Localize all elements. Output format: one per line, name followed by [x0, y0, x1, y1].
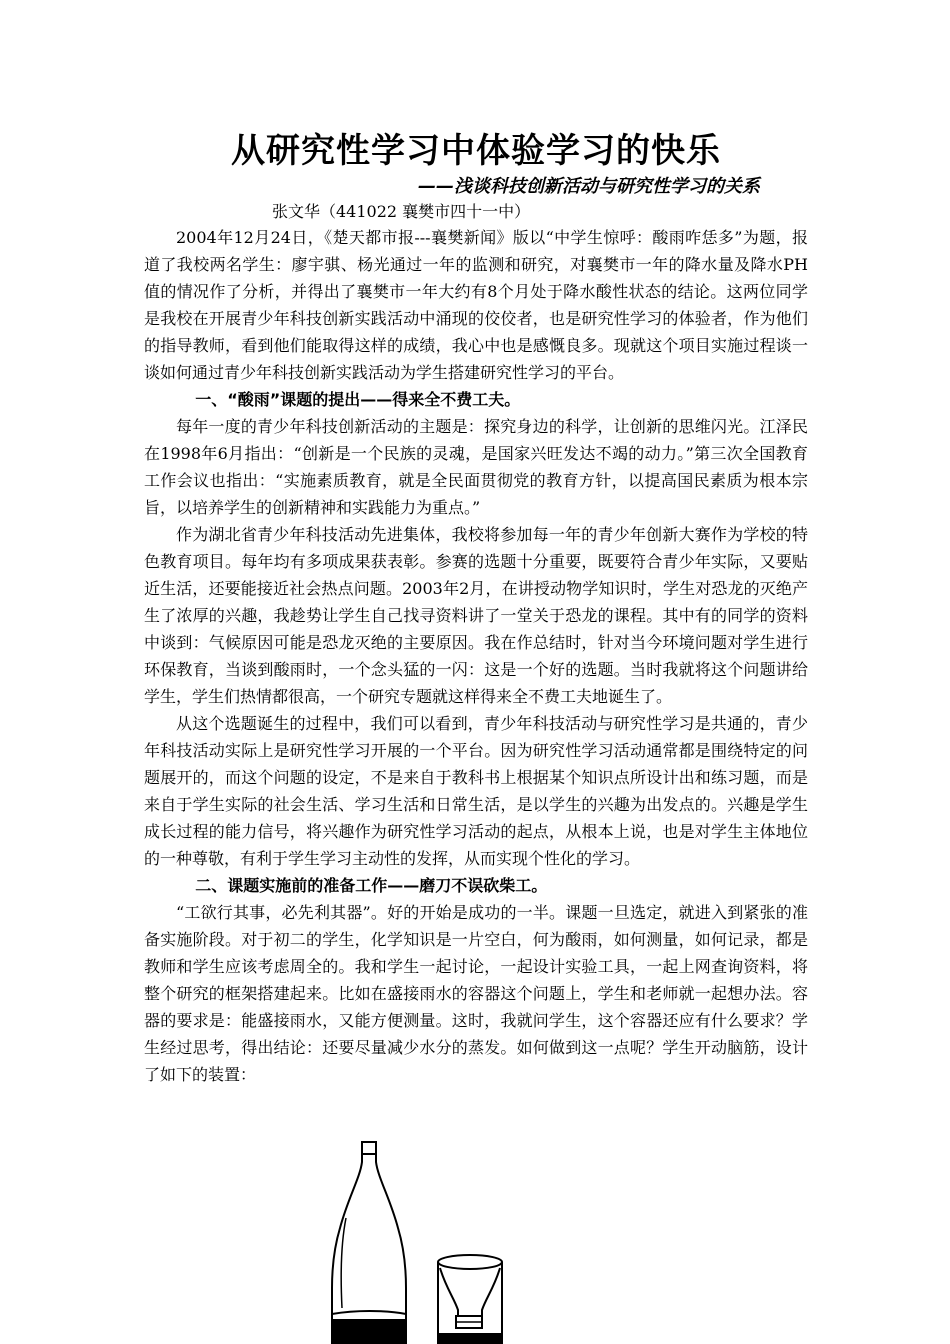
section-heading-1: 一、“酸雨”课题的提出——得来全不费工夫。	[195, 390, 521, 409]
document-page	[144, 128, 808, 1088]
section-heading-2: 二、课题实施前的准备工作——磨刀不误砍柴工。	[195, 876, 548, 895]
paragraph-intro: 2004年12月24日，《楚天都市报---襄樊新闻》版以“中学生惊呼：酸雨咋恁多”为题，报道了我校两名学生：廖宇骐、杨光通过一年的监测和研究，对襄樊市一年的降水量及降水PH值的情况作了分析，并得出了襄樊市一年大约有8个月处于降水酸性状态的结论。这两位同学是我校在开展青少年科技创新实践活动中涌现的佼佼者，也是研究性学习的体验者，作为他们的指导教师，看到他们能取得这样的成绩，我心中也是感慨良多。现就这个项目实施过程谈一谈如何通过青少年科技创新实践活动为学生搭建研究性学习的平台。	[144, 228, 808, 382]
document-title: 从研究性学习中体验学习的快乐	[231, 131, 721, 171]
bottle-drawing	[332, 1142, 406, 1344]
rain-collector-illustration	[320, 1138, 520, 1344]
document-subtitle: ——浅谈科技创新活动与研究性学习的关系	[418, 176, 760, 197]
author-line: 张文华（441022 襄樊市四十一中）	[272, 202, 531, 221]
paragraph-topic-origin: 作为湖北省青少年科技活动先进集体，我校将参加每一年的青少年创新大赛作为学校的特色教育项目。每年均有多项成果获表彰。参赛的选题十分重要，既要符合青少年实际，又要贴近生活，还要能接近社会热点问题。2003年2月，在讲授动物学知识时，学生对恐龙的灭绝产生了浓厚的兴趣，我趁势让学生自己找寻资料讲了一堂关于恐龙的课程。其中有的同学的资料中谈到：气候原因可能是恐龙灭绝的主要原因。我在作总结时，针对当今环境问题对学生进行环保教育，当谈到酸雨时，一个念头猛的一闪：这是一个好的选题。当时我就将这个问题讲给学生，学生们热情都很高，一个研究专题就这样得来全不费工夫地诞生了。	[144, 525, 808, 706]
cup-drawing	[438, 1255, 502, 1344]
paragraph-analysis: 从这个选题诞生的过程中，我们可以看到，青少年科技活动与研究性学习是共通的，青少年科技活动实际上是研究性学习开展的一个平台。因为研究性学习活动通常都是围绕特定的问题展开的，而这个问题的设定，不是来自于教科书上根据某个知识点所设计出和练习题，而是来自于学生实际的社会生活、学习生活和日常生活，是以学生的兴趣为出发点的。兴趣是学生成长过程的能力信号，将兴趣作为研究性学习活动的起点，从根本上说，也是对学生主体地位的一种尊敬，有利于学生学习主动性的发挥，从而实现个性化的学习。	[144, 714, 808, 868]
paragraph-theme: 每年一度的青少年科技创新活动的主题是：探究身边的科学，让创新的思维闪光。江泽民在1998年6月指出：“创新是一个民族的灵魂，是国家兴旺发达不竭的动力。”第三次全国教育工作会议也指出：“实施素质教育，就是全民面贯彻党的教育方针，以提高国民素质为根本宗旨，以培养学生的创新精神和实践能力为重点。”	[144, 417, 808, 517]
paragraph-preparation: “工欲行其事，必先利其器”。好的开始是成功的一半。课题一旦选定，就进入到紧张的准备实施阶段。对于初二的学生，化学知识是一片空白，何为酸雨，如何测量，如何记录，都是教师和学生应该考虑周全的。我和学生一起讨论，一起设计实验工具，一起上网查询资料，将整个研究的框架搭建起来。比如在盛接雨水的容器这个问题上，学生和老师就一起想办法。容器的要求是：能盛接雨水，又能方便测量。这时，我就问学生，这个容器还应有什么要求？学生经过思考，得出结论：还要尽量减少水分的蒸发。如何做到这一点呢？学生开动脑筋，设计了如下的装置：	[144, 903, 808, 1084]
